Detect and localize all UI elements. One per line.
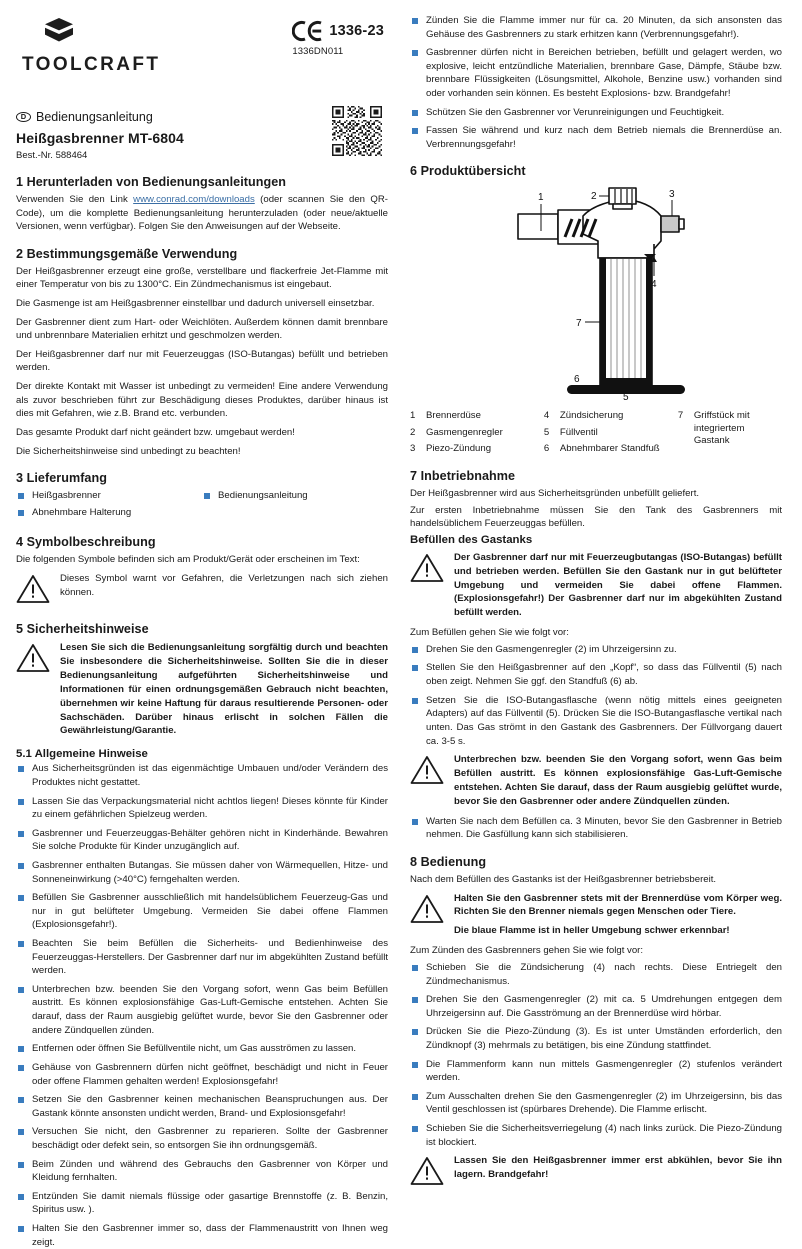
list-item: Die Flammenform kann nun mittels Gasmengenregler (2) stufenlos verändert werden. [410, 1058, 782, 1085]
list-item: Schützen Sie den Gasbrenner vor Verunreinigungen und Feuchtigkeit. [410, 106, 782, 120]
list-item: Fassen Sie während und kurz nach dem Betrieb niemals die Brennerdüse an. Verbrennungsgefahr! [410, 124, 782, 151]
list-item: Schieben Sie die Zündsicherung (4) nach rechts. Diese Entriegelt den Zündmechanismus. [410, 961, 782, 988]
legend-label: Abnehmbarer Standfuß [559, 443, 660, 455]
list-item: Gehäuse von Gasbrennern dürfen nicht geöffnet, beschädigt und nicht in Feuer oder offene Flammen gehalten werden! Explosionsgefahr! [16, 1061, 388, 1088]
ce-line [292, 20, 384, 42]
scope-of-delivery-list [16, 489, 388, 522]
filling-steps-list-continued [410, 815, 782, 842]
legend-item [544, 427, 678, 439]
section-5-1-heading: 5.1 Allgemeine Hinweise [16, 748, 148, 761]
operation-warning-block [410, 892, 782, 939]
list-item: Gasbrenner enthalten Butangas. Sie müssen daher von Wärmequellen, Hitze- und Sonneneinwirkung (>40°C) ferngehalten werden. [16, 859, 388, 886]
list-item: Setzen Sie die ISO-Butangasflasche (wenn nötig mittels eines geeigneten Adapters) auf das Füllventil (5). Drücken Sie die ISO-Butangasflasche vertikal nach unten. Das Gas strömt in den Gastank des Gasbrenners. Der Füllvorgang dauert ca. 3-5 s. [410, 694, 782, 748]
section-7-paragraph: Der Heißgasbrenner wird aus Sicherheitsgründen unbefüllt geliefert. [410, 487, 700, 499]
section-8-heading: 8 Bedienung [410, 854, 487, 869]
list-item: Unterbrechen bzw. beenden Sie den Vorgang sofort, wenn Gas beim Befüllen austritt. Es können explosionsfähige Gas-Luft-Gemische entstehen. Achten Sie darauf, dass der Raum ausgiebig gelüftet wurde, bevor Sie den Gasbrenner oder andere Zündquellen zünden. [16, 983, 388, 1037]
legend-item [678, 410, 782, 447]
section-1-paragraph [16, 193, 388, 234]
legend-number: 1 [410, 410, 416, 422]
list-item: Entfernen oder öffnen Sie Befüllventile nicht, um Gas ausströmen zu lassen. [16, 1042, 388, 1056]
section-2-heading: 2 Bestimmungsgemäße Verwendung [16, 246, 238, 261]
list-item: Schieben Sie die Sicherheitsverriegelung (4) nach links zurück. Die Piezo-Zündung ist blockiert. [410, 1122, 782, 1149]
ce-block [292, 14, 388, 57]
legend-item [544, 443, 678, 455]
warning-triangle-icon [16, 641, 50, 678]
list-item: Aus Sicherheitsgründen ist das eigenmächtige Umbauen und/oder Verändern des Produktes nicht gestattet. [16, 762, 388, 789]
manual-label: Bedienungsanleitung [36, 110, 153, 124]
general-notes-list-continued [410, 14, 782, 151]
filling-warning-block [410, 551, 782, 621]
toolcraft-hexagon-logo-icon [42, 18, 76, 46]
list-item: Zünden Sie die Flamme immer nur für ca. 20 Minuten, da sich ansonsten das Gehäuse des Gasbrenners zu stark erhitzen kann (Verbrennungsgefahr!). [410, 14, 782, 41]
legend-label: Brennerdüse [426, 410, 481, 422]
warning-triangle-icon [410, 753, 444, 790]
two-column-layout [16, 14, 786, 1248]
list-item: Setzen Sie den Gasbrenner keinen mechanischen Beanspruchungen aus. Der Gastank könnte ansonsten undicht werden, Brand- und Explosionsgefahr! [16, 1093, 388, 1120]
list-item: Gasbrenner dürfen nicht in Bereichen betrieben, befüllt und gelagert werden, wo explosive, leicht entzündliche Materialien, brennbare Gase, Dämpfe, Stäube bzw. brennbare Flüssigkeiten (Lösungsmittel, Alkohole, Benzine usw.) vorhanden sind oder vorhanden sein können. Es besteht Explosions- bzw. Brandgefahr! [410, 46, 782, 100]
general-notes-list [16, 762, 388, 1249]
section-6-heading: 6 Produktübersicht [410, 164, 526, 179]
list-item: Drücken Sie die Piezo-Zündung (3). Es ist unter Umständen erforderlich, den Zündknopf (3) mehrmals zu betätigen, bis eine Zündung stattfindet. [410, 1025, 782, 1052]
section-8-steps-intro: Zum Zünden des Gasbrenners gehen Sie wie folgt vor: [410, 945, 644, 957]
callout-1: 1 [538, 192, 544, 204]
operation-warning-texts [454, 892, 782, 939]
section-2-paragraph: Die Gasmenge ist am Heißgasbrenner einstellbar und dadurch universell einsetzbar. [16, 298, 375, 310]
filling-steps-list [410, 643, 782, 748]
legend-number: 2 [410, 426, 416, 438]
downloads-link[interactable]: www.conrad.com/downloads [133, 194, 255, 205]
section-5-heading: 5 Sicherheitshinweise [16, 621, 149, 636]
section-7-heading: 7 Inbetriebnahme [410, 468, 516, 483]
section-4-heading: 4 Symbolbeschreibung [16, 535, 156, 550]
warning-triangle-icon [410, 1154, 444, 1191]
symbol-warning-block [16, 572, 388, 609]
callout-6: 6 [574, 374, 580, 386]
warning-triangle-icon [410, 551, 444, 588]
ignition-steps-list [410, 961, 782, 1149]
list-item: Warten Sie nach dem Befüllen ca. 3 Minuten, bevor Sie den Gasbrenner in Betrieb nehmen. Die Gasfüllung kann sich stabilisieren. [410, 815, 782, 842]
ce-number: 1336-23 [329, 23, 384, 39]
list-item: Versuchen Sie nicht, den Gasbrenner zu reparieren. Sollte der Gasbrenner beschädigt oder defekt sein, so entsorgen Sie ihn ordnungsgemäß. [16, 1125, 388, 1152]
right-column [410, 14, 782, 1181]
filling-warning-text: Der Gasbrenner darf nur mit Feuerzeugbutangas (ISO-Butangas) befüllt und betrieben werden. Befüllen Sie den Gastank nur in gut belüfteter Umgebung und vermeiden Sie dabei offene Flammen. (Explosionsgefahr!) Der Gasbrenner darf nur im abgekühlten Zustand befüllt werden. [454, 551, 782, 619]
section-2-paragraph: Der Heißgasbrenner darf nur mit Feuerzeuggas (ISO-Butangas) befüllt und betrieben werden. [16, 348, 388, 374]
gas-leak-warning-block [410, 753, 782, 809]
legend-label: Gasmengenregler [426, 426, 503, 438]
cooldown-warning-text: Lassen Sie den Heißgasbrenner immer erst abkühlen, bevor Sie ihn lagern. Brandgefahr! [454, 1155, 782, 1181]
list-item: Bedienungsanleitung [202, 489, 388, 503]
legend-item [544, 410, 678, 422]
callout-2: 2 [591, 191, 597, 203]
section-7-steps-intro: Zum Befüllen gehen Sie wie folgt vor: [410, 627, 569, 639]
list-item: Beachten Sie beim Befüllen die Sicherheits- und Bedienhinweise des Feuerzeuggas-Herstellers. Der Gasbrenner darf nur im abgekühlten Zustand befüllt werden. [16, 937, 388, 978]
filling-tank-heading: Befüllen des Gastanks [410, 533, 533, 546]
section-1-heading: 1 Herunterladen von Bedienungsanleitungen [16, 175, 287, 189]
section-8-paragraph: Nach dem Befüllen des Gastanks ist der Heißgasbrenner betriebsbereit. [410, 873, 717, 885]
warning-triangle-icon [16, 572, 50, 609]
list-item: Beim Zünden und während des Gebrauchs den Gasbrenner von Körper und Kleidung fernhalten. [16, 1158, 388, 1185]
safety-warning-text: Lesen Sie sich die Bedienungsanleitung sorgfältig durch und beachten Sie insbesondere die Sicherheitshinweise. Sollten Sie die in dieser Bedienungsanleitung aufgeführten Sicherheitshinweise und Informationen für einen ordnungsgemäßen Gebrauch nicht beachten, übernehmen wir keine Haftung für daraus resultierende Personen- oder Sachschäden. Darüber hinaus erlischt in solchen Fällen die Gewährleistung/Garantie. [60, 641, 388, 737]
legend-item [410, 443, 544, 455]
language-badge-icon: D [16, 112, 31, 122]
section-3-heading: 3 Lieferumfang [16, 471, 107, 486]
operation-warning-text-1: Halten Sie den Gasbrenner stets mit der Brennerdüse vom Körper weg. Richten Sie den Brenner niemals gegen Menschen oder Tiere. [454, 892, 782, 918]
brand-name: TOOLCRAFT [22, 54, 161, 75]
safety-warning-block [16, 641, 388, 738]
operation-warning-text-2: Die blaue Flamme ist in heller Umgebung schwer erkennbar! [454, 925, 730, 937]
ce-mark-icon [292, 20, 324, 42]
cooldown-warning-block [410, 1154, 782, 1191]
list-item: Entzünden Sie damit niemals flüssige oder gasartige Brennstoffe (z. B. Benzin, Spiritus usw. ). [16, 1190, 388, 1217]
page-header [16, 14, 388, 92]
ce-sub-number: 1336DN011 [292, 46, 344, 57]
section-2-paragraph: Das gesamte Produkt darf nicht geändert bzw. umgebaut werden! [16, 426, 295, 438]
legend-label: Füllventil [559, 426, 598, 438]
list-item: Gasbrenner und Feuerzeuggas-Behälter gehören nicht in Kinderhände. Bewahren Sie solche Produkte für Kinder unzugänglich auf. [16, 827, 388, 854]
qr-code-icon [332, 106, 382, 156]
legend-label: Zündsicherung [559, 410, 624, 422]
legend-item [410, 427, 544, 439]
diagram-legend [410, 410, 782, 455]
section-7-paragraph: Zur ersten Inbetriebnahme müssen Sie den Tank des Gasbrenners mit handelsüblichem Feuerzeuggas befüllen. [410, 504, 782, 530]
callout-3: 3 [669, 189, 675, 201]
section-2-paragraph: Der Gasbrenner dient zum Hart- oder Weichlöten. Außerdem können damit brennbare und unbrennbare Materialien erhitzt und geschmolzen werden. [16, 316, 388, 342]
s1-text-after: (oder scannen Sie den QR-Code), um die komplette Bedienungsanleitung herunterzuladen (oder neue/aktuelle Versionen, wenn verfügbar). Folgen Sie den Anweisungen auf der Webseite. [16, 194, 388, 233]
legend-number: 5 [543, 426, 550, 438]
list-item: Heißgasbrenner [16, 489, 202, 503]
legend-number: 6 [543, 443, 550, 455]
legend-label: Griffstück mit integriertem Gastank [693, 410, 750, 447]
gas-leak-warning-text: Unterbrechen bzw. beenden Sie den Vorgang sofort, wenn Gas beim Befüllen austritt. Es können explosionsfähige Gas-Luft-Gemische entstehen. Achten Sie darauf, dass der Raum ausgiebig gelüftet wurde, bevor Sie den Gasbrenner oder andere Zündquellen zünden. [454, 754, 782, 807]
section-2-paragraph: Der Heißgasbrenner erzeugt eine große, verstellbare und flackerfreie Jet-Flamme mit einer Temperatur von bis zu 1300°C. Ein Zündmechanismus ist eingebaut. [16, 265, 388, 291]
legend-number: 7 [677, 410, 684, 422]
list-item: Befüllen Sie Gasbrenner ausschließlich mit handelsüblichem Feuerzeug-Gas und nur in gut belüfteter Umgebung. Vermeiden Sie dabei offene Flammen (Explosionsgefahr!). [16, 891, 388, 932]
symbol-warning-text: Dieses Symbol warnt vor Gefahren, die Verletzungen nach sich ziehen können. [60, 572, 388, 598]
legend-item [410, 410, 544, 422]
left-column [16, 14, 388, 1248]
section-4-intro: Die folgenden Symbole befinden sich am Produkt/Gerät oder erscheinen im Text: [16, 554, 360, 566]
legend-label: Piezo-Zündung [426, 443, 492, 455]
legend-number: 3 [410, 443, 416, 455]
order-number: Best.-Nr. 588464 [16, 150, 88, 161]
legend-number: 4 [543, 410, 550, 422]
product-overview-diagram [410, 186, 782, 401]
list-item: Halten Sie den Gasbrenner immer so, dass der Flammenaustritt von Ihnen weg zeigt. [16, 1222, 388, 1249]
callout-4: 4 [651, 279, 657, 291]
list-item: Zum Ausschalten drehen Sie den Gasmengenregler (2) im Uhrzeigersinn, bis das Ventil geschlossen ist (spürbares Drehende). Die Flamme erlischt. [410, 1090, 782, 1117]
legend-column-1 [410, 410, 544, 455]
legend-column-2 [544, 410, 678, 455]
warning-triangle-icon [410, 892, 444, 929]
product-title: Heißgasbrenner MT-6804 [16, 130, 184, 146]
document-title-block [16, 110, 388, 162]
callout-5: 5 [623, 392, 629, 402]
list-item: Drehen Sie den Gasmengenregler (2) mit ca. 5 Umdrehungen entgegen dem Uhrzeigersinn auf. Die Gasströmung an der Brennerdüse wird hörbar. [410, 993, 782, 1020]
callout-7: 7 [576, 318, 582, 330]
list-item: Drehen Sie den Gasmengenregler (2) im Uhrzeigersinn zu. [410, 643, 782, 657]
section-2-paragraph: Die Sicherheitshinweise sind unbedingt zu beachten! [16, 445, 241, 457]
section-2-paragraph: Der direkte Kontakt mit Wasser ist unbedingt zu vermeiden! Eine andere Verwendung als zuvor beschrieben führt zur Beschädigung dieses Produktes, darüber hinaus ist dies mit Gefahren, wie z.B. Brand etc. verbunden. [16, 381, 388, 420]
brand-block [16, 14, 160, 76]
list-item: Lassen Sie das Verpackungsmaterial nicht achtlos liegen! Dieses könnte für Kinder zu einem gefährlichen Spielzeug werden. [16, 795, 388, 822]
list-item: Abnehmbare Halterung [16, 506, 202, 520]
s1-text-before: Verwenden Sie den Link [16, 194, 134, 205]
legend-column-3 [678, 410, 782, 455]
list-item: Stellen Sie den Heißgasbrenner auf den „Kopf“, so dass das Füllventil (5) nach oben zeigt. Nehmen Sie ggf. den Standfuß (6) ab. [410, 661, 782, 688]
